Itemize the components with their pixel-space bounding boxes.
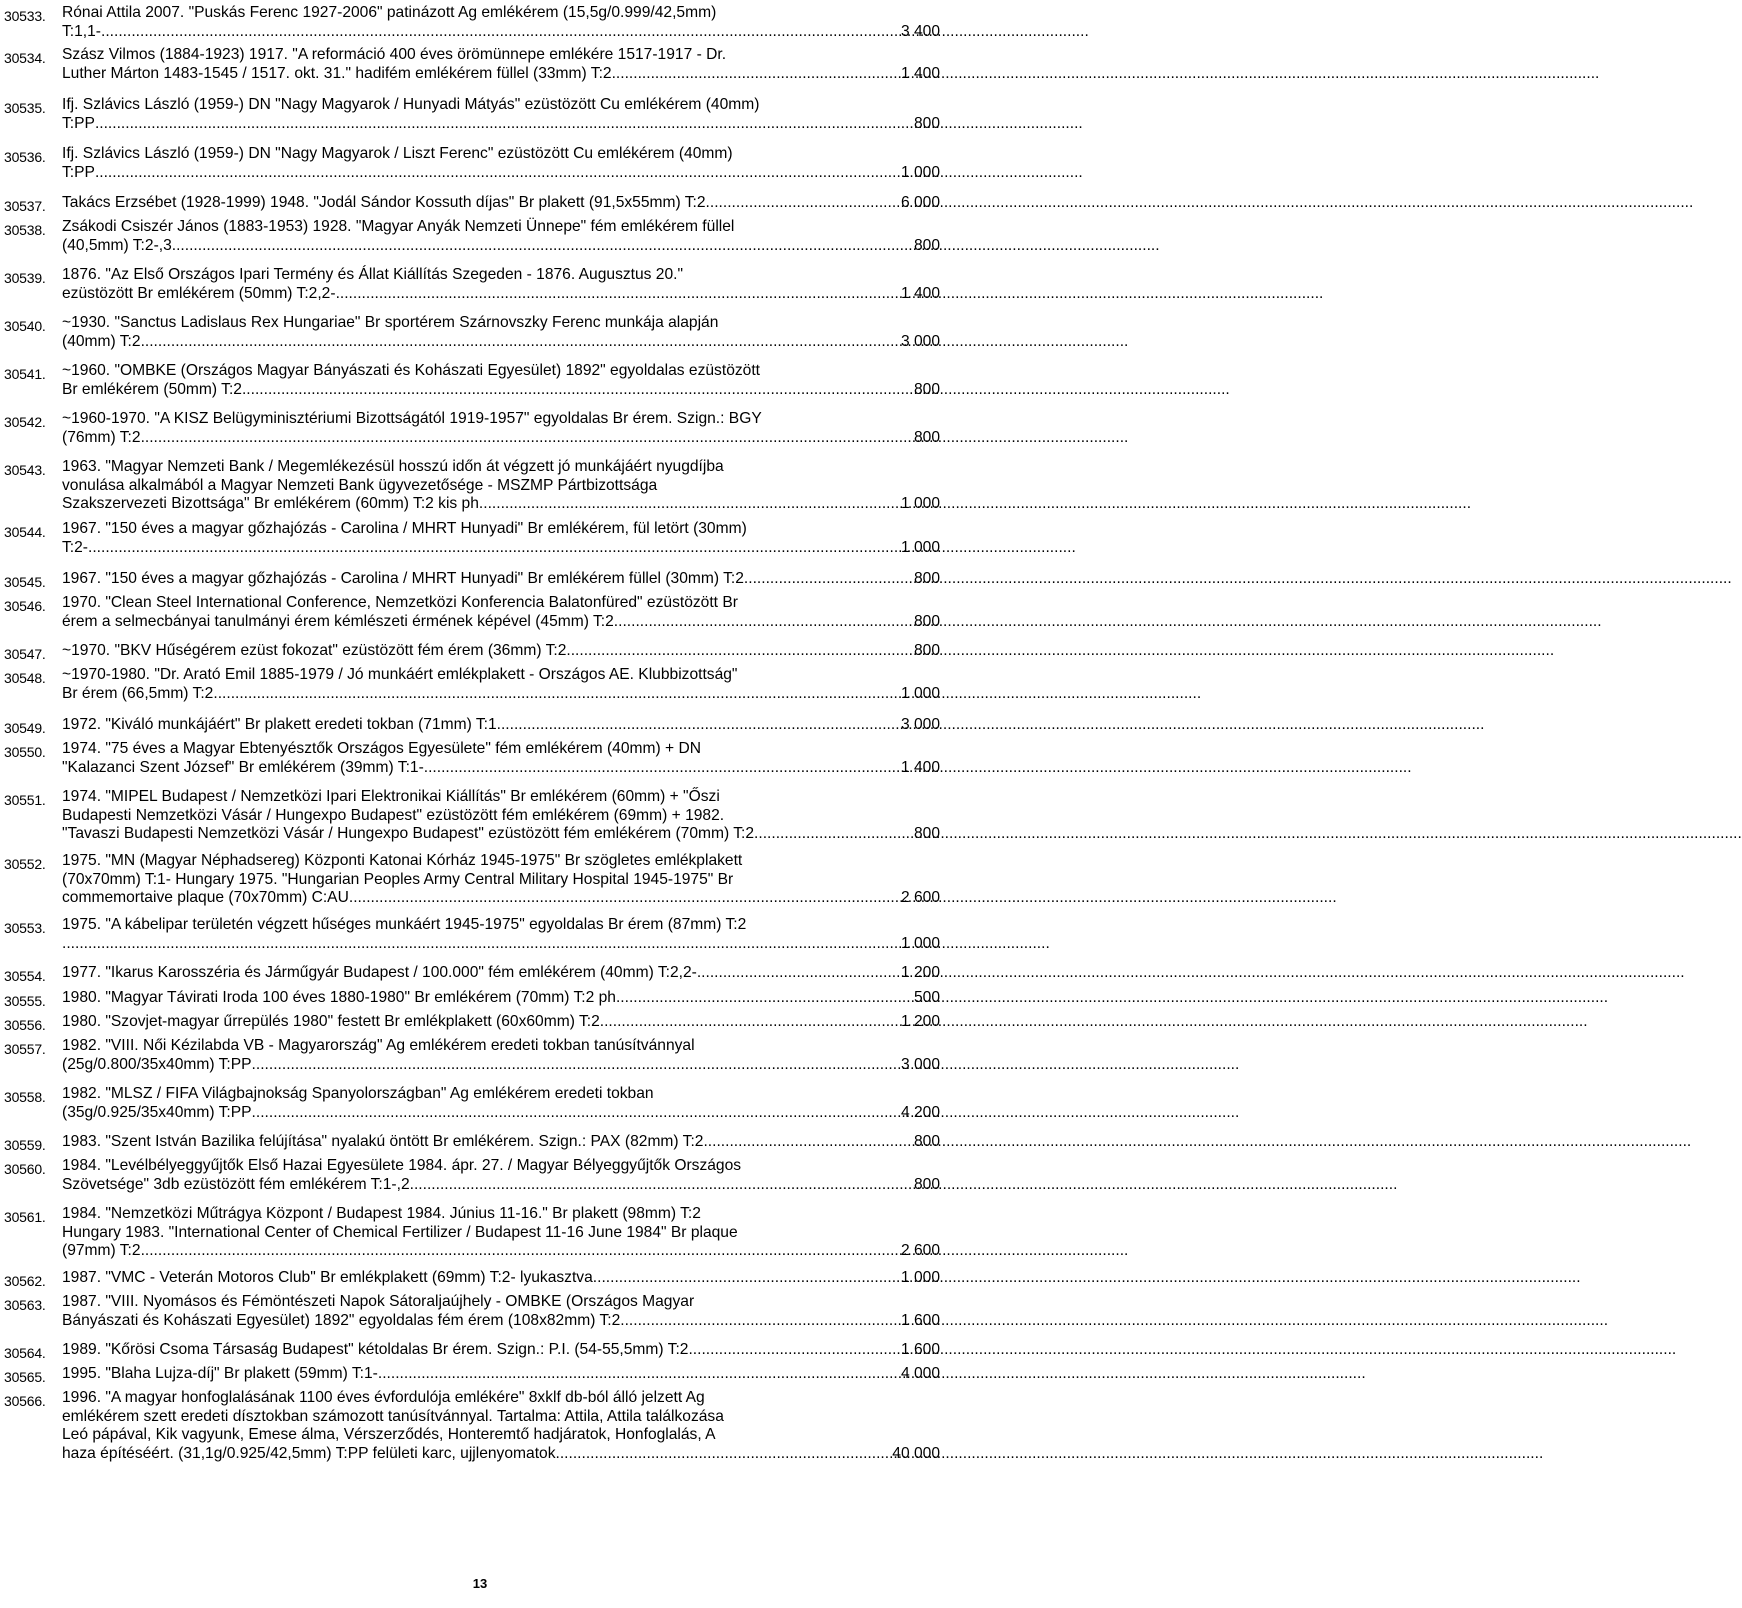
lot-number: 30533. bbox=[4, 8, 46, 24]
lot-description bbox=[62, 96, 940, 133]
lot-description bbox=[62, 1133, 940, 1152]
lot-price: 1 200 bbox=[900, 964, 940, 981]
lot-description bbox=[62, 410, 940, 447]
dot-leader bbox=[141, 1242, 901, 1261]
lot-number: 30549. bbox=[4, 720, 46, 736]
page-number: 13 bbox=[472, 1576, 488, 1591]
lot-price-line bbox=[62, 1133, 940, 1152]
lot-description bbox=[62, 716, 940, 735]
lot-description bbox=[62, 314, 940, 351]
lot-entry bbox=[4, 666, 940, 703]
lot-number: 30555. bbox=[4, 993, 46, 1009]
lot-number: 30560. bbox=[4, 1161, 46, 1177]
lot-number: 30538. bbox=[4, 222, 46, 238]
dot-leader bbox=[497, 716, 901, 735]
dot-leader bbox=[706, 194, 901, 213]
lot-entry bbox=[4, 1037, 940, 1074]
lot-description-line: 1975. "MN (Magyar Néphadsereg) Központi Katonai Kórház 1945-1975" Br szögletes emlékplakett bbox=[62, 852, 743, 869]
lot-description bbox=[62, 520, 940, 557]
lot-number: 30543. bbox=[4, 462, 46, 478]
lot-description bbox=[62, 594, 940, 631]
lot-price-line bbox=[62, 889, 940, 908]
lot-price-line bbox=[62, 1445, 940, 1464]
lot-entry bbox=[4, 964, 940, 986]
lot-description bbox=[62, 1085, 940, 1122]
lot-price-line bbox=[62, 1013, 940, 1032]
lot-description-line: 1975. "A kábelipar területén végzett hűséges munkáért 1945-1975" egyoldalas Br érem (87mm) T:2 bbox=[62, 916, 747, 933]
lot-entry bbox=[4, 458, 940, 514]
lot-description-tail: commemortaive plaque (70x70mm) C:AU bbox=[62, 889, 349, 906]
lot-entry bbox=[4, 1133, 940, 1155]
lot-description-tail: T:PP bbox=[62, 114, 95, 132]
lot-description-tail: Luther Márton 1483-1545 / 1517. okt. 31." hadifém emlékérem füllel (33mm) T:2 bbox=[62, 64, 612, 82]
lot-price-line bbox=[62, 964, 940, 983]
lot-price-line bbox=[62, 194, 940, 213]
lot-price-line bbox=[62, 1056, 940, 1075]
lot-price-line bbox=[62, 285, 940, 304]
lot-price-line bbox=[62, 381, 940, 400]
lot-description-line: ~1970-1980. "Dr. Arató Emil 1885-1979 / Jó munkáért emlékplakett - Országos AE. Klubbizottság" bbox=[62, 666, 738, 683]
dot-leader bbox=[410, 1176, 914, 1195]
lot-price: 4 200 bbox=[900, 1103, 940, 1121]
lot-price: 3 000 bbox=[900, 332, 940, 350]
lot-entry bbox=[4, 96, 940, 133]
lot-entry bbox=[4, 642, 940, 664]
lot-description bbox=[62, 194, 940, 213]
lot-number: 30546. bbox=[4, 598, 46, 614]
lot-description-line: 1963. "Magyar Nemzeti Bank / Megemlékezésül hosszú időn át végzett jó munkájáért nyugdíjba bbox=[62, 458, 724, 475]
lot-entry bbox=[4, 594, 940, 631]
dot-leader bbox=[141, 429, 914, 448]
lot-description-line: Szász Vilmos (1884-1923) 1917. "A reformáció 400 éves örömünnepe emlékére 1517-1917 - Dr. bbox=[62, 46, 727, 63]
lot-price-line bbox=[62, 935, 940, 954]
lot-description-tail: 1980. "Szovjet-magyar űrrepülés 1980" festett Br emlékplakett (60x60mm) T:2 bbox=[62, 1013, 600, 1030]
lot-entry bbox=[4, 916, 940, 953]
lot-price-line bbox=[62, 333, 940, 352]
lot-price-line bbox=[62, 429, 940, 448]
dot-leader bbox=[62, 935, 901, 954]
lot-description bbox=[62, 1157, 940, 1194]
lot-description bbox=[62, 1365, 940, 1384]
lot-entry bbox=[4, 1157, 940, 1194]
lot-number: 30558. bbox=[4, 1089, 46, 1105]
lot-entry bbox=[4, 520, 940, 557]
dot-leader bbox=[336, 285, 901, 304]
lot-number: 30566. bbox=[4, 1393, 46, 1409]
lot-price-line bbox=[62, 23, 940, 42]
lot-price: 800 bbox=[913, 428, 940, 446]
lot-entry bbox=[4, 1341, 940, 1363]
lot-description-tail: (76mm) T:2 bbox=[62, 428, 141, 446]
lot-number: 30542. bbox=[4, 414, 46, 430]
dot-leader bbox=[172, 237, 914, 256]
lot-price: 3 000 bbox=[900, 716, 940, 733]
lot-price: 800 bbox=[913, 1133, 940, 1150]
lot-description bbox=[62, 740, 940, 777]
lot-price: 1 000 bbox=[900, 934, 940, 952]
lot-description bbox=[62, 642, 940, 661]
lot-entry bbox=[4, 4, 940, 41]
dot-leader bbox=[703, 1133, 914, 1152]
lot-description-tail: (97mm) T:2 bbox=[62, 1242, 141, 1259]
dot-leader bbox=[252, 1104, 901, 1123]
lot-description-line: Ifj. Szlávics László (1959-) DN "Nagy Magyarok / Hunyadi Mátyás" ezüstözött Cu emlékérem (40mm) bbox=[62, 96, 760, 113]
lot-description-tail: 1995. "Blaha Lujza-díj" Br plakett (59mm) T:1- bbox=[62, 1365, 378, 1382]
lot-description bbox=[62, 1389, 940, 1463]
lot-price: 1 000 bbox=[900, 163, 940, 181]
lot-price-line bbox=[62, 495, 940, 514]
lot-number: 30547. bbox=[4, 646, 46, 662]
lot-number: 30557. bbox=[4, 1041, 46, 1057]
lot-price: 1 600 bbox=[900, 1341, 940, 1358]
lot-description-line: (70x70mm) T:1- Hungary 1975. "Hungarian Peoples Army Central Military Hospital 1945-1975" Br bbox=[62, 870, 734, 888]
lot-description-tail: (25g/0.800/35x40mm) T:PP bbox=[62, 1055, 252, 1073]
lot-entry bbox=[4, 740, 940, 777]
lot-description-tail: 1980. "Magyar Távirati Iroda 100 éves 1880-1980" Br emlékérem (70mm) T:2 ph. bbox=[62, 989, 621, 1006]
lot-price-line bbox=[62, 237, 940, 256]
lot-description-line: 1987. "VIII. Nyomásos és Fémöntészeti Napok Sátoraljaújhely - OMBKE (Országos Magyar bbox=[62, 1293, 695, 1310]
lot-entry bbox=[4, 716, 940, 738]
lot-price-line bbox=[62, 685, 940, 704]
lot-number: 30545. bbox=[4, 574, 46, 590]
lot-description-line: Ifj. Szlávics László (1959-) DN "Nagy Magyarok / Liszt Ferenc" ezüstözött Cu emlékérem (40mm) bbox=[62, 145, 733, 162]
dot-leader bbox=[88, 539, 901, 558]
lot-description bbox=[62, 4, 940, 41]
lot-description-line: 1984. "Levélbélyeggyűjtők Első Hazai Egyesülete 1984. ápr. 27. / Magyar Bélyeggyűjtők Országos bbox=[62, 1157, 742, 1174]
lot-number: 30554. bbox=[4, 968, 46, 984]
lot-entry bbox=[4, 1013, 940, 1035]
lot-number: 30563. bbox=[4, 1297, 46, 1313]
lot-price: 800 bbox=[913, 236, 940, 254]
lot-price-line bbox=[62, 759, 940, 778]
lot-description bbox=[62, 964, 940, 983]
lot-number: 30537. bbox=[4, 198, 46, 214]
lot-entry bbox=[4, 194, 940, 216]
lot-description bbox=[62, 570, 940, 589]
dot-leader bbox=[614, 613, 914, 632]
lot-description bbox=[62, 46, 940, 83]
lot-price: 1 400 bbox=[900, 758, 940, 776]
lot-price: 1 000 bbox=[900, 684, 940, 702]
lot-price: 1 600 bbox=[900, 1311, 940, 1329]
lot-number: 30561. bbox=[4, 1209, 46, 1225]
lot-price-line bbox=[62, 1176, 940, 1195]
lot-price-line bbox=[62, 164, 940, 183]
lot-description-line: ~1930. "Sanctus Ladislaus Rex Hungariae" Br sportérem Szárnovszky Ferenc munkája alapján bbox=[62, 314, 719, 331]
lot-description-tail: 1977. "Ikarus Karosszéria és Járműgyár Budapest / 100.000" fém emlékérem (40mm) T:2,2- bbox=[62, 964, 697, 981]
lot-description-tail: 1989. "Kőrösi Csoma Társaság Budapest" kétoldalas Br érem. Szign.: P.I. (54-55,5mm) T:2 bbox=[62, 1341, 689, 1358]
dot-leader bbox=[483, 495, 901, 514]
dot-leader bbox=[566, 642, 914, 661]
lot-description-tail: ezüstözött Br emlékérem (50mm) T:2,2- bbox=[62, 284, 336, 302]
lot-entry bbox=[4, 362, 940, 399]
lot-price: 1 000 bbox=[900, 495, 940, 512]
lot-number: 30556. bbox=[4, 1017, 46, 1033]
lot-number: 30553. bbox=[4, 920, 46, 936]
lot-description bbox=[62, 1293, 940, 1330]
lot-description bbox=[62, 145, 940, 182]
lot-price: 800 bbox=[913, 570, 940, 587]
lot-number: 30551. bbox=[4, 792, 46, 808]
dot-leader bbox=[424, 759, 901, 778]
lot-entry bbox=[4, 1365, 940, 1387]
lot-price: 1 000 bbox=[900, 1269, 940, 1286]
lot-description bbox=[62, 1013, 940, 1032]
lot-description-tail: "Tavaszi Budapesti Nemzetközi Vásár / Hungexpo Budapest" ezüstözött fém emlékérem (70mm) T:2 bbox=[62, 825, 755, 842]
lot-description-tail: Szakszervezeti Bizottsága" Br emlékérem (60mm) T:2 kis ph. bbox=[62, 495, 484, 512]
lot-price: 1 200 bbox=[900, 1013, 940, 1030]
lot-entry bbox=[4, 570, 940, 592]
dot-leader bbox=[378, 1365, 901, 1384]
lot-price-line bbox=[62, 1341, 940, 1360]
lot-description-line: 1967. "150 éves a magyar gőzhajózás - Carolina / MHRT Hunyadi" Br emlékérem, fül letört (30mm) bbox=[62, 520, 747, 537]
lot-description-line: ~1960-1970. "A KISZ Belügyminisztériumi Bizottságától 1919-1957" egyoldalas Br érem. Szign.: BGY bbox=[62, 410, 762, 427]
lot-description-tail: 1972. "Kiváló munkájáért" Br plakett eredeti tokban (71mm) T:1 bbox=[62, 716, 497, 733]
lot-description-tail: Takács Erzsébet (1928-1999) 1948. "Jodál Sándor Kossuth díjas" Br plakett (91,5x55mm) T:2 bbox=[62, 194, 706, 211]
dot-leader bbox=[754, 825, 914, 844]
lot-description-tail: (40,5mm) T:2-,3 bbox=[62, 236, 172, 254]
lot-number: 30565. bbox=[4, 1369, 46, 1385]
lot-description bbox=[62, 362, 940, 399]
lot-price-line bbox=[62, 1365, 940, 1384]
lot-price: 40 000 bbox=[892, 1444, 940, 1462]
lot-entry bbox=[4, 145, 940, 182]
dot-leader bbox=[213, 685, 901, 704]
lot-price: 800 bbox=[913, 114, 940, 132]
lot-entry bbox=[4, 1293, 940, 1330]
lot-description bbox=[62, 1205, 940, 1261]
lot-description bbox=[62, 458, 940, 514]
dot-leader bbox=[620, 1312, 901, 1331]
lot-price: 6 000 bbox=[900, 194, 940, 211]
lot-entry bbox=[4, 1205, 940, 1261]
lot-price: 4 000 bbox=[900, 1365, 940, 1382]
lot-number: 30540. bbox=[4, 318, 46, 334]
lot-description-tail: Br emlékérem (50mm) T:2 bbox=[62, 380, 242, 398]
lot-price: 1 000 bbox=[900, 538, 940, 556]
lot-price-line bbox=[62, 613, 940, 632]
dot-leader bbox=[349, 889, 901, 908]
lot-price: 800 bbox=[913, 642, 940, 659]
lot-price-line bbox=[62, 115, 940, 134]
lot-number: 30534. bbox=[4, 50, 46, 66]
dot-leader bbox=[242, 381, 914, 400]
lot-description-line: Zsákodi Csiszér János (1883-1953) 1928. "Magyar Anyák Nemzeti Ünnepe" fém emlékérem füllel bbox=[62, 218, 735, 235]
lot-description bbox=[62, 666, 940, 703]
dot-leader bbox=[556, 1445, 893, 1464]
lot-number: 30550. bbox=[4, 744, 46, 760]
dot-leader bbox=[95, 164, 901, 183]
lot-price-line bbox=[62, 1104, 940, 1123]
dot-leader bbox=[95, 115, 914, 134]
lot-price: 2 600 bbox=[900, 889, 940, 906]
dot-leader bbox=[620, 989, 914, 1008]
lot-description bbox=[62, 1269, 940, 1288]
lot-description bbox=[62, 989, 940, 1008]
lot-price-line bbox=[62, 570, 940, 589]
lot-number: 30535. bbox=[4, 100, 46, 116]
lot-description-line: 1876. "Az Első Országos Ipari Termény és Állat Kiállítás Szegeden - 1876. Augusztus 20." bbox=[62, 266, 684, 283]
dot-leader bbox=[141, 333, 901, 352]
lot-description-line: vonulása alkalmából a Magyar Nemzeti Bank ügyvezetősége - MSZMP Pártbizottsága bbox=[62, 476, 658, 494]
lot-description-line: emlékérem szett eredeti dísztokban számozott tanúsítvánnyal. Tartalma: Attila, Attila találkozása bbox=[62, 1407, 724, 1425]
dot-leader bbox=[744, 570, 914, 589]
dot-leader bbox=[593, 1269, 901, 1288]
lot-description-tail: 1983. "Szent István Bazilika felújítása" nyalakú öntött Br emlékérem. Szign.: PAX (82mm) T:2 bbox=[62, 1133, 704, 1150]
lot-number: 30541. bbox=[4, 366, 46, 382]
lot-price: 800 bbox=[913, 825, 940, 842]
lot-number: 30539. bbox=[4, 270, 46, 286]
lot-price-line bbox=[62, 1269, 940, 1288]
lot-description-line: 1970. "Clean Steel International Conference, Nemzetközi Konferencia Balatonfüred" ezüstözött Br bbox=[62, 594, 738, 611]
lot-number: 30562. bbox=[4, 1273, 46, 1289]
lot-description bbox=[62, 916, 940, 953]
lot-price-line bbox=[62, 1312, 940, 1331]
lot-description-line: Leó pápával, Kik vagyunk, Emese álma, Vérszerződés, Honteremtő hadjáratok, Honfoglalás, A bbox=[62, 1426, 716, 1443]
lot-description-tail: T:PP bbox=[62, 163, 95, 181]
lot-number: 30536. bbox=[4, 149, 46, 165]
lot-description-tail: 1967. "150 éves a magyar gőzhajózás - Carolina / MHRT Hunyadi" Br emlékérem füllel (30mm) T:2 bbox=[62, 570, 744, 587]
lot-description-line: Rónai Attila 2007. "Puskás Ferenc 1927-2006" patinázott Ag emlékérem (15,5g/0.999/42,5mm) bbox=[62, 4, 717, 21]
lot-price-line bbox=[62, 539, 940, 558]
lot-description-tail: Szövetsége" 3db ezüstözött fém emlékérem T:1-,2 bbox=[62, 1175, 410, 1193]
lot-price-line bbox=[62, 65, 940, 84]
lot-description-tail: ~1970. "BKV Hűségérem ezüst fokozat" ezüstözött fém érem (36mm) T:2 bbox=[62, 642, 567, 659]
lot-description-tail: haza építéséért. (31,1g/0.925/42,5mm) T:PP felületi karc, ujjlenyomatok bbox=[62, 1444, 556, 1462]
lot-description-tail: érem a selmecbányai tanulmányi érem kémlészeti érmének képével (45mm) T:2 bbox=[62, 612, 614, 630]
lot-entry bbox=[4, 1269, 940, 1291]
lot-entry bbox=[4, 218, 940, 255]
dot-leader bbox=[688, 1341, 901, 1360]
lot-entry bbox=[4, 266, 940, 303]
lot-description-tail: 1987. "VMC - Veterán Motoros Club" Br emlékplakett (69mm) T:2- lyukasztva bbox=[62, 1269, 593, 1286]
lot-price: 1 400 bbox=[900, 64, 940, 82]
lot-description-line: 1984. "Nemzetközi Műtrágya Központ / Budapest 1984. Június 11-16." Br plakett (98mm) T:2 bbox=[62, 1205, 701, 1222]
dot-leader bbox=[697, 964, 901, 983]
dot-leader bbox=[612, 65, 901, 84]
lot-price-line bbox=[62, 1242, 940, 1261]
lot-description-tail: (40mm) T:2 bbox=[62, 332, 141, 350]
lot-price-line bbox=[62, 825, 940, 844]
dot-leader bbox=[252, 1056, 901, 1075]
lot-entry bbox=[4, 852, 940, 908]
lot-price: 500 bbox=[913, 989, 940, 1006]
lot-price: 800 bbox=[913, 380, 940, 398]
lot-description-line: 1996. "A magyar honfoglalásának 1100 éves évfordulója emlékére" 8xklf db-ból álló jelzett Ag bbox=[62, 1389, 705, 1406]
dot-leader bbox=[101, 23, 901, 42]
lot-price: 3 400 bbox=[900, 22, 940, 40]
lot-number: 30544. bbox=[4, 524, 46, 540]
lot-entry bbox=[4, 410, 940, 447]
lot-description bbox=[62, 218, 940, 255]
lot-entry bbox=[4, 1389, 940, 1463]
lot-description bbox=[62, 852, 940, 908]
lot-price: 1 400 bbox=[900, 284, 940, 302]
lot-description-tail: "Kalazanci Szent József" Br emlékérem (39mm) T:1- bbox=[62, 758, 424, 776]
lot-description-line: 1974. "75 éves a Magyar Ebtenyésztők Országos Egyesülete" fém emlékérem (40mm) + DN bbox=[62, 740, 701, 757]
lot-description-line: 1982. "VIII. Női Kézilabda VB - Magyarország" Ag emlékérem eredeti tokban tanúsítvánnyal bbox=[62, 1037, 695, 1054]
lot-description bbox=[62, 1341, 940, 1360]
lot-description-tail: T:2- bbox=[62, 538, 88, 556]
lot-description-line: ~1960. "OMBKE (Országos Magyar Bányászati és Kohászati Egyesület) 1892" egyoldalas ezüstözött bbox=[62, 362, 760, 379]
lot-description-line: Hungary 1983. "International Center of Chemical Fertilizer / Budapest 11-16 June 1984" Br plaque bbox=[62, 1223, 738, 1241]
lot-entry bbox=[4, 989, 940, 1011]
lot-number: 30548. bbox=[4, 670, 46, 686]
lot-price: 800 bbox=[913, 1175, 940, 1193]
lot-price: 3 000 bbox=[900, 1055, 940, 1073]
lot-description-tail: T:1,1- bbox=[62, 22, 101, 40]
lot-price: 800 bbox=[913, 612, 940, 630]
lot-number: 30552. bbox=[4, 856, 46, 872]
lot-description-line: 1982. "MLSZ / FIFA Világbajnokság Spanyolországban" Ag emlékérem eredeti tokban bbox=[62, 1085, 654, 1102]
lot-description-tail: Br érem (66,5mm) T:2 bbox=[62, 684, 214, 702]
lot-entry bbox=[4, 788, 940, 844]
lot-entry bbox=[4, 46, 940, 83]
lot-description-tail: (35g/0.925/35x40mm) T:PP bbox=[62, 1103, 252, 1121]
lot-price-line bbox=[62, 716, 940, 735]
lot-price-line bbox=[62, 989, 940, 1008]
lot-description-tail: Bányászati és Kohászati Egyesület) 1892" egyoldalas fém érem (108x82mm) T:2 bbox=[62, 1311, 621, 1329]
lot-description bbox=[62, 1037, 940, 1074]
lot-description bbox=[62, 788, 940, 844]
lot-price-line bbox=[62, 642, 940, 661]
lot-number: 30559. bbox=[4, 1137, 46, 1153]
dot-leader bbox=[600, 1013, 901, 1032]
lot-entry bbox=[4, 314, 940, 351]
lot-description bbox=[62, 266, 940, 303]
lot-entry bbox=[4, 1085, 940, 1122]
lot-description-line: Budapesti Nemzetközi Vásár / Hungexpo Budapest" ezüstözött fém emlékérem (69mm) + 1982. bbox=[62, 806, 725, 824]
lot-price: 2 600 bbox=[900, 1242, 940, 1259]
lot-description-line: 1974. "MIPEL Budapest / Nemzetközi Ipari Elektronikai Kiállítás" Br emlékérem (60mm) + "Őszi bbox=[62, 788, 720, 805]
lot-number: 30564. bbox=[4, 1345, 46, 1361]
